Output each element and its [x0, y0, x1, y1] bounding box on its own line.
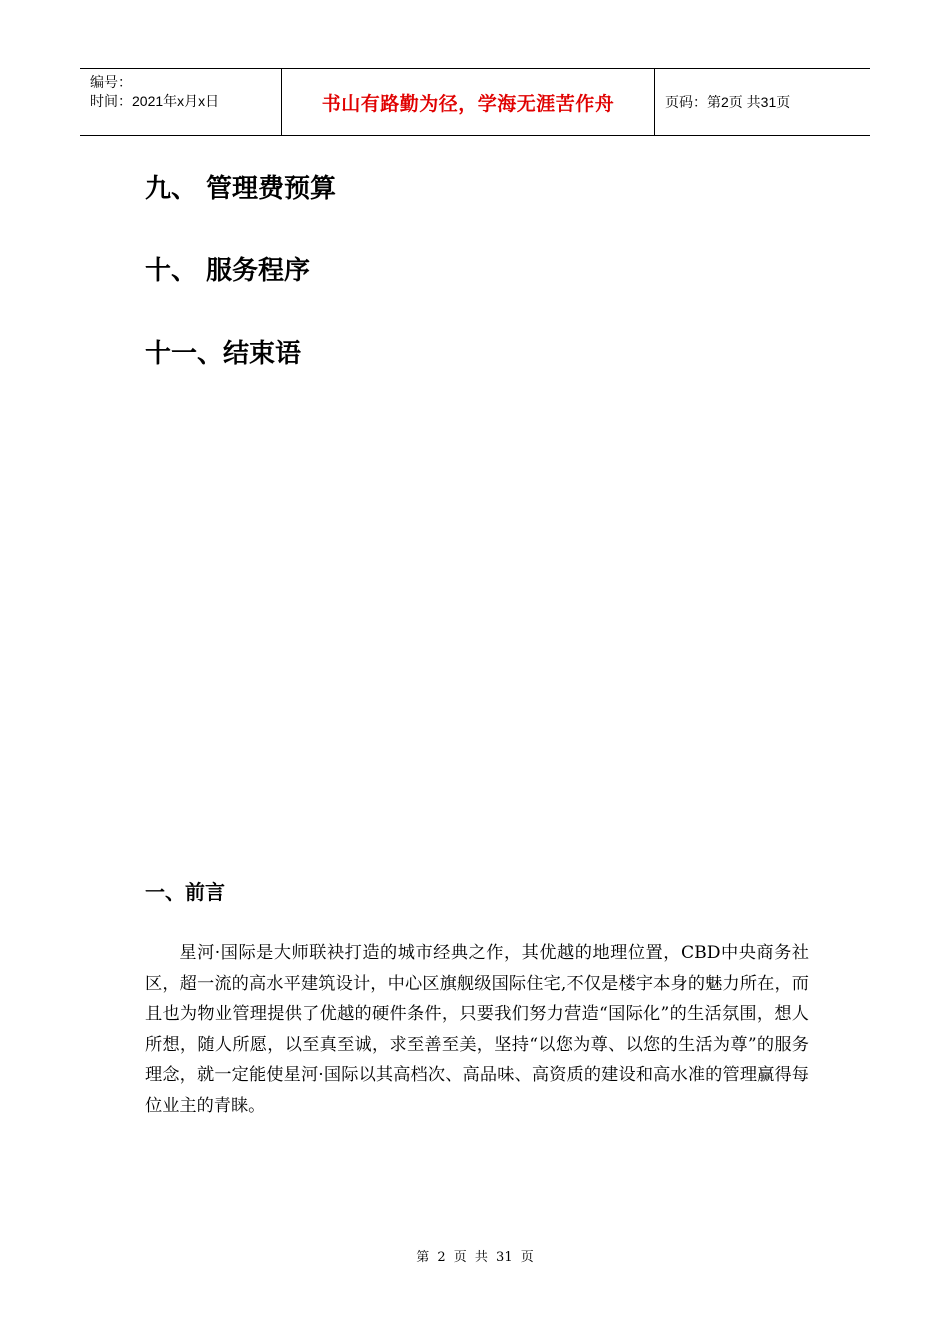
header-motto-cell	[282, 69, 655, 135]
page-footer: 第 2 页 共 31 页	[416, 1250, 534, 1265]
preface-paragraph: 星河·国际是大师联袂打造的城市经典之作，其优越的地理位置，CBD中央商务社区，超一流的高水平建筑设计，中心区旗舰级国际住宅,不仅是楼宇本身的魅力所在，而且也为物业管理提供了优越的硬件条件，只要我们努力营造“国际化”的生活氛围，想人所想，随人所愿，以至真至诚，求至善至美，坚持“以您为尊、以您的生活为尊”的服务理念，就一定能使星河·国际以其高档次、高品味、高资质的建设和高水准的管理赢得每位业主的青睐。	[145, 943, 809, 1116]
toc-item-management-budget: 九、 管理费预算	[145, 174, 337, 204]
header-page-number: 页码：第2页 共31页	[665, 94, 791, 110]
document-number-label: 编号：	[90, 74, 132, 90]
header-meta-cell	[80, 69, 282, 135]
document-date-label: 时间：2021年x月x日	[90, 93, 220, 109]
header-motto: 书山有路勤为径，学海无涯苦作舟	[321, 92, 615, 115]
header-page-cell	[655, 69, 870, 135]
section-heading-preface: 一、前言	[145, 880, 225, 904]
toc-item-conclusion: 十一、结束语	[145, 339, 302, 369]
page-header	[80, 68, 870, 136]
toc-item-service-procedure: 十、 服务程序	[145, 256, 311, 286]
